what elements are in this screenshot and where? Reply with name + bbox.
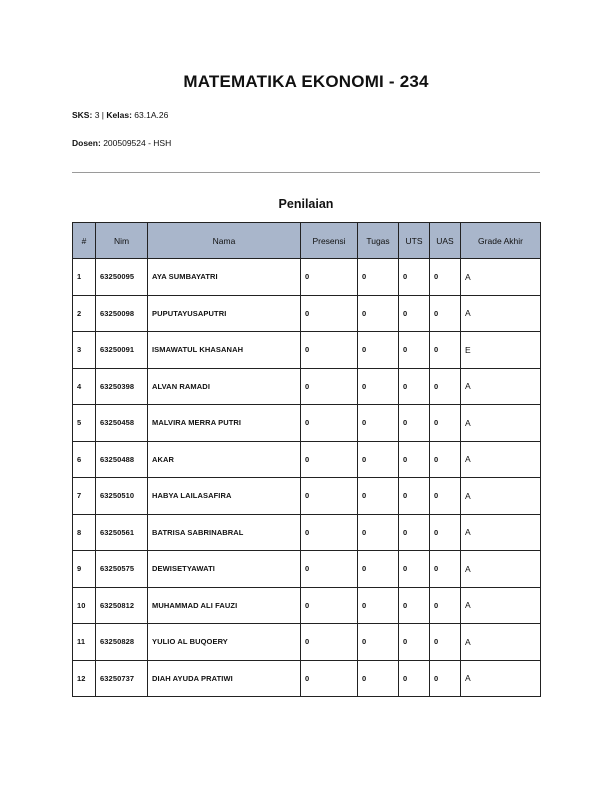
cell-grade-akhir: A <box>461 587 541 624</box>
cell-number: 11 <box>73 624 96 661</box>
cell-number: 9 <box>73 551 96 588</box>
column-header-presensi: Presensi <box>301 223 358 259</box>
cell-number: 5 <box>73 405 96 442</box>
column-header-nama: Nama <box>148 223 301 259</box>
cell-nama: PUPUTAYUSAPUTRI <box>148 295 301 332</box>
table-row <box>73 514 541 551</box>
cell-presensi: 0 <box>301 551 358 588</box>
cell-nim: 63250828 <box>96 624 148 661</box>
cell-uas: 0 <box>430 441 461 478</box>
cell-presensi: 0 <box>301 624 358 661</box>
cell-presensi: 0 <box>301 587 358 624</box>
cell-nim: 63250737 <box>96 660 148 697</box>
separator: | <box>101 110 105 120</box>
table-row <box>73 624 541 661</box>
cell-presensi: 0 <box>301 405 358 442</box>
cell-nim: 63250575 <box>96 551 148 588</box>
cell-uts: 0 <box>399 368 430 405</box>
column-header-uts: UTS <box>399 223 430 259</box>
cell-nama: YULIO AL BUQOERY <box>148 624 301 661</box>
cell-presensi: 0 <box>301 332 358 369</box>
cell-nama: DIAH AYUDA PRATIWI <box>148 660 301 697</box>
cell-uts: 0 <box>399 332 430 369</box>
cell-number: 6 <box>73 441 96 478</box>
cell-nim: 63250510 <box>96 478 148 515</box>
table-row <box>73 660 541 697</box>
cell-nim: 63250561 <box>96 514 148 551</box>
course-info-line <box>72 110 168 120</box>
cell-grade-akhir: A <box>461 295 541 332</box>
table-row <box>73 587 541 624</box>
table-row <box>73 551 541 588</box>
cell-nim: 63250458 <box>96 405 148 442</box>
cell-tugas: 0 <box>358 660 399 697</box>
cell-nama: MUHAMMAD ALI FAUZI <box>148 587 301 624</box>
cell-nim: 63250098 <box>96 295 148 332</box>
cell-grade-akhir: A <box>461 514 541 551</box>
table-row <box>73 368 541 405</box>
dosen-label: Dosen: <box>72 138 101 148</box>
cell-tugas: 0 <box>358 259 399 296</box>
horizontal-divider <box>72 172 540 173</box>
cell-uas: 0 <box>430 332 461 369</box>
table-row <box>73 332 541 369</box>
cell-presensi: 0 <box>301 660 358 697</box>
cell-presensi: 0 <box>301 441 358 478</box>
table-row <box>73 405 541 442</box>
cell-uas: 0 <box>430 660 461 697</box>
cell-nim: 63250091 <box>96 332 148 369</box>
cell-tugas: 0 <box>358 405 399 442</box>
sks-value: 3 <box>94 110 100 120</box>
cell-uas: 0 <box>430 259 461 296</box>
cell-number: 12 <box>73 660 96 697</box>
cell-presensi: 0 <box>301 514 358 551</box>
cell-grade-akhir: A <box>461 259 541 296</box>
cell-uas: 0 <box>430 295 461 332</box>
cell-uts: 0 <box>399 514 430 551</box>
cell-uts: 0 <box>399 551 430 588</box>
column-header-grade-akhir: Grade Akhir <box>461 223 541 259</box>
cell-uas: 0 <box>430 514 461 551</box>
dosen-value: 200509524 - HSH <box>103 138 172 148</box>
cell-nama: ISMAWATUL KHASANAH <box>148 332 301 369</box>
cell-uts: 0 <box>399 295 430 332</box>
cell-number: 8 <box>73 514 96 551</box>
cell-nama: AKAR <box>148 441 301 478</box>
cell-presensi: 0 <box>301 259 358 296</box>
cell-tugas: 0 <box>358 368 399 405</box>
cell-nim: 63250398 <box>96 368 148 405</box>
column-header-nim: Nim <box>96 223 148 259</box>
cell-number: 7 <box>73 478 96 515</box>
cell-tugas: 0 <box>358 441 399 478</box>
cell-uts: 0 <box>399 660 430 697</box>
cell-tugas: 0 <box>358 332 399 369</box>
cell-grade-akhir: A <box>461 441 541 478</box>
table-row <box>73 259 541 296</box>
cell-uas: 0 <box>430 551 461 588</box>
cell-number: 3 <box>73 332 96 369</box>
cell-uts: 0 <box>399 441 430 478</box>
cell-grade-akhir: A <box>461 368 541 405</box>
cell-presensi: 0 <box>301 295 358 332</box>
table-header-row <box>73 223 541 259</box>
cell-uas: 0 <box>430 624 461 661</box>
kelas-value: 63.1A.26 <box>134 110 169 120</box>
cell-tugas: 0 <box>358 478 399 515</box>
cell-presensi: 0 <box>301 368 358 405</box>
cell-tugas: 0 <box>358 551 399 588</box>
cell-uas: 0 <box>430 368 461 405</box>
cell-nim: 63250488 <box>96 441 148 478</box>
cell-grade-akhir: A <box>461 551 541 588</box>
cell-grade-akhir: A <box>461 405 541 442</box>
cell-number: 4 <box>73 368 96 405</box>
cell-number: 1 <box>73 259 96 296</box>
cell-tugas: 0 <box>358 587 399 624</box>
cell-nama: DEWISETYAWATI <box>148 551 301 588</box>
cell-grade-akhir: E <box>461 332 541 369</box>
cell-uts: 0 <box>399 624 430 661</box>
cell-tugas: 0 <box>358 624 399 661</box>
cell-number: 2 <box>73 295 96 332</box>
cell-tugas: 0 <box>358 295 399 332</box>
cell-nama: HABYA LAILASAFIRA <box>148 478 301 515</box>
cell-tugas: 0 <box>358 514 399 551</box>
cell-grade-akhir: A <box>461 660 541 697</box>
cell-grade-akhir: A <box>461 624 541 661</box>
cell-uts: 0 <box>399 587 430 624</box>
cell-number: 10 <box>73 587 96 624</box>
cell-nama: BATRISA SABRINABRAL <box>148 514 301 551</box>
cell-nama: MALVIRA MERRA PUTRI <box>148 405 301 442</box>
cell-grade-akhir: A <box>461 478 541 515</box>
section-title: Penilaian <box>278 197 334 211</box>
cell-uas: 0 <box>430 405 461 442</box>
grades-table <box>72 222 541 697</box>
cell-uts: 0 <box>399 405 430 442</box>
cell-nama: AYA SUMBAYATRI <box>148 259 301 296</box>
cell-nim: 63250095 <box>96 259 148 296</box>
kelas-label: Kelas: <box>106 110 132 120</box>
cell-uts: 0 <box>399 259 430 296</box>
column-header-tugas: Tugas <box>358 223 399 259</box>
column-header-number: # <box>73 223 96 259</box>
sks-label: SKS: <box>72 110 93 120</box>
cell-nama: ALVAN RAMADI <box>148 368 301 405</box>
cell-uas: 0 <box>430 478 461 515</box>
cell-uas: 0 <box>430 587 461 624</box>
cell-presensi: 0 <box>301 478 358 515</box>
cell-uts: 0 <box>399 478 430 515</box>
table-row <box>73 478 541 515</box>
table-row <box>73 441 541 478</box>
column-header-uas: UAS <box>430 223 461 259</box>
table-row <box>73 295 541 332</box>
cell-nim: 63250812 <box>96 587 148 624</box>
lecturer-info-line <box>72 138 171 148</box>
page-title: MATEMATIKA EKONOMI - 234 <box>183 72 429 91</box>
